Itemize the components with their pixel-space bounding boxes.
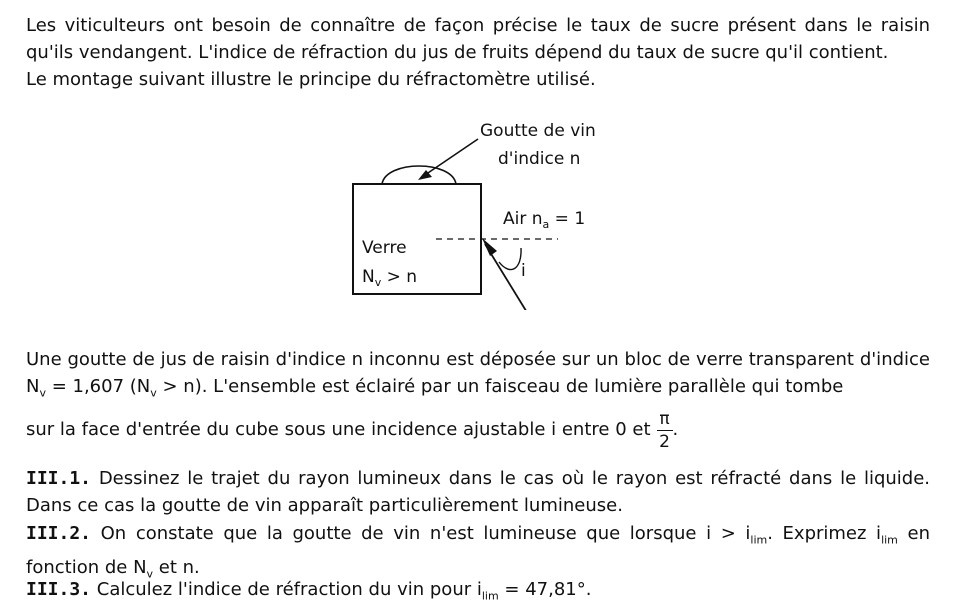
air-label: Air $n_a = 1$ xyxy=(503,209,586,231)
verre-label: Verre xyxy=(362,238,407,258)
intro-paragraph xyxy=(26,12,930,93)
drop-pointer-arrow xyxy=(422,139,478,177)
goutte-label-2: d'indice n xyxy=(498,149,581,169)
incident-ray-arrowhead xyxy=(482,238,497,256)
wine-drop xyxy=(382,166,456,184)
intro-text-2: Le montage suivant illustre le principe du réfractomètre utilisé. xyxy=(26,69,596,90)
pi-over-two-fraction: $\frac{\pi}{2}$ xyxy=(657,409,673,452)
refractometer-diagram xyxy=(0,110,954,310)
nv-label: $N_v > n$ xyxy=(362,267,418,289)
body-line-2: sur la face d'entrée du cube sous une incidence ajustable i entre 0 et $\frac{\pi}{2}$ . xyxy=(26,408,679,452)
question-1: III.1. Dessinez le trajet du rayon lumineux dans le cas où le rayon est réfracté dans le liquide. Dans ce cas la goutte de vin apparaît particulièrement lumineuse. xyxy=(26,468,930,516)
goutte-label-1: Goutte de vin xyxy=(480,121,596,141)
question-2: III.2. On constate que la goutte de vin n'est lumineuse que lorsque $i > i_{lim}$. Exprimez $i_{lim}$ en fonction de $N_v$ et n. xyxy=(26,523,930,581)
body-paragraph xyxy=(26,346,930,407)
body-line-1: Une goutte de jus de raisin d'indice n inconnu est déposée sur un bloc de verre transparent d'indice $N_v = 1,607$ $(N_v > n)$. L'ensemble est éclairé par un faisceau de lumière parallèle qui tombe xyxy=(26,349,930,400)
question-3: III.3. Calculez l'indice de réfraction du vin pour $i_{lim} = 47,81^\circ$. xyxy=(26,579,592,603)
intro-text: Les viticulteurs ont besoin de connaître de façon précise le taux de sucre présent dans le raisin qu'ils vendangent. L'indice de réfraction du jus de fruits dépend du taux de sucre qu'il contient. xyxy=(26,15,930,63)
angle-label: i xyxy=(521,261,526,281)
angle-arc xyxy=(499,248,521,270)
